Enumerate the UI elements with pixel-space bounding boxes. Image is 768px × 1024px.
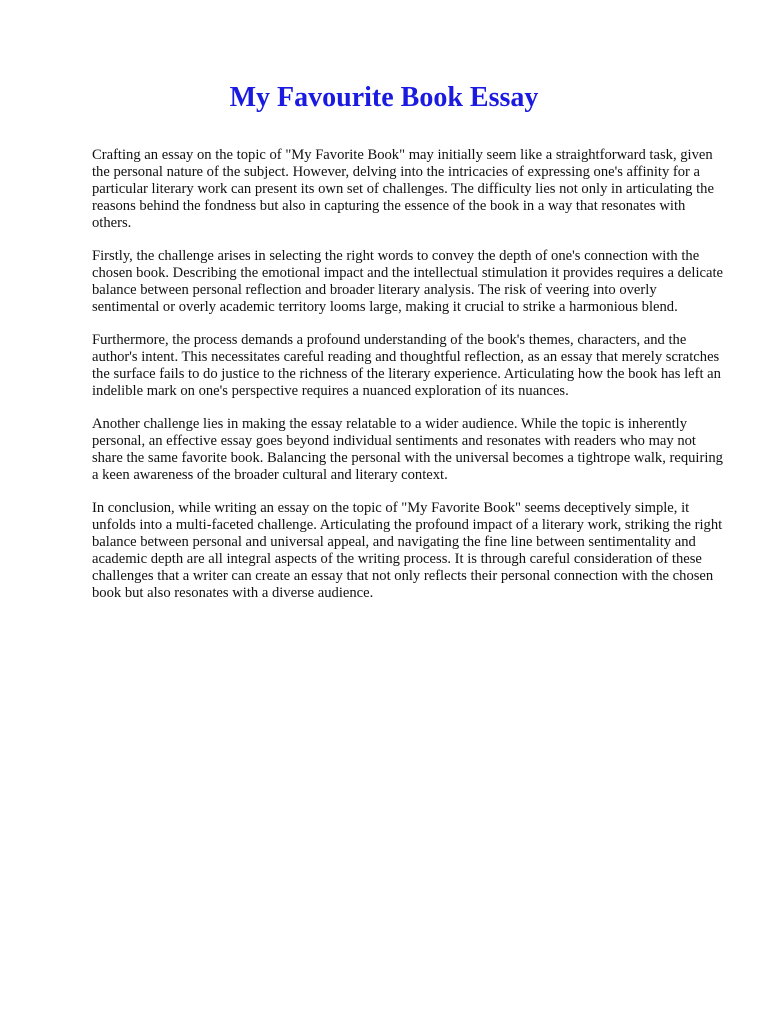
paragraph-intro: Crafting an essay on the topic of "My Favorite Book" may initially seem like a straightforward task, given the personal nature of the subject. However, delving into the intricacies of expressing one's affinity for a particular literary work can present its own set of challenges. The difficulty lies not only in articulating the reasons behind the fondness but also in capturing the essence of the book in a way that resonates with others. (92, 147, 714, 231)
essay-body (92, 147, 724, 618)
paragraph-word-choice: Firstly, the challenge arises in selecting the right words to convey the depth of one's connection with the chosen book. Describing the emotional impact and the intellectual stimulation it provides requires a delicate balance between personal reflection and broader literary analysis. The risk of veering into overly sentimental or overly academic territory looms large, making it crucial to strike a harmonious blend. (92, 248, 723, 315)
paragraph-understanding: Furthermore, the process demands a profound understanding of the book's themes, characters, and the author's intent. This necessitates careful reading and thoughtful reflection, as an essay that merely scratches the surface fails to do justice to the richness of the literary experience. Articulating how the book has left an indelible mark on one's perspective requires a nuanced exploration of its nuances. (92, 332, 721, 399)
paragraph-audience: Another challenge lies in making the essay relatable to a wider audience. While the topic is inherently personal, an effective essay goes beyond individual sentiments and resonates with readers who may not share the same favorite book. Balancing the personal with the universal becomes a tightrope walk, requiring a keen awareness of the broader cultural and literary context. (92, 416, 723, 483)
essay-title: My Favourite Book Essay (229, 82, 539, 113)
paragraph-conclusion: In conclusion, while writing an essay on the topic of "My Favorite Book" seems deceptively simple, it unfolds into a multi-faceted challenge. Articulating the profound impact of a literary work, striking the right balance between personal and universal appeal, and navigating the fine line between sentimentality and academic depth are all integral aspects of the writing process. It is through careful consideration of these challenges that a writer can create an essay that not only reflects their personal connection with the chosen book but also resonates with a diverse audience. (92, 500, 723, 601)
